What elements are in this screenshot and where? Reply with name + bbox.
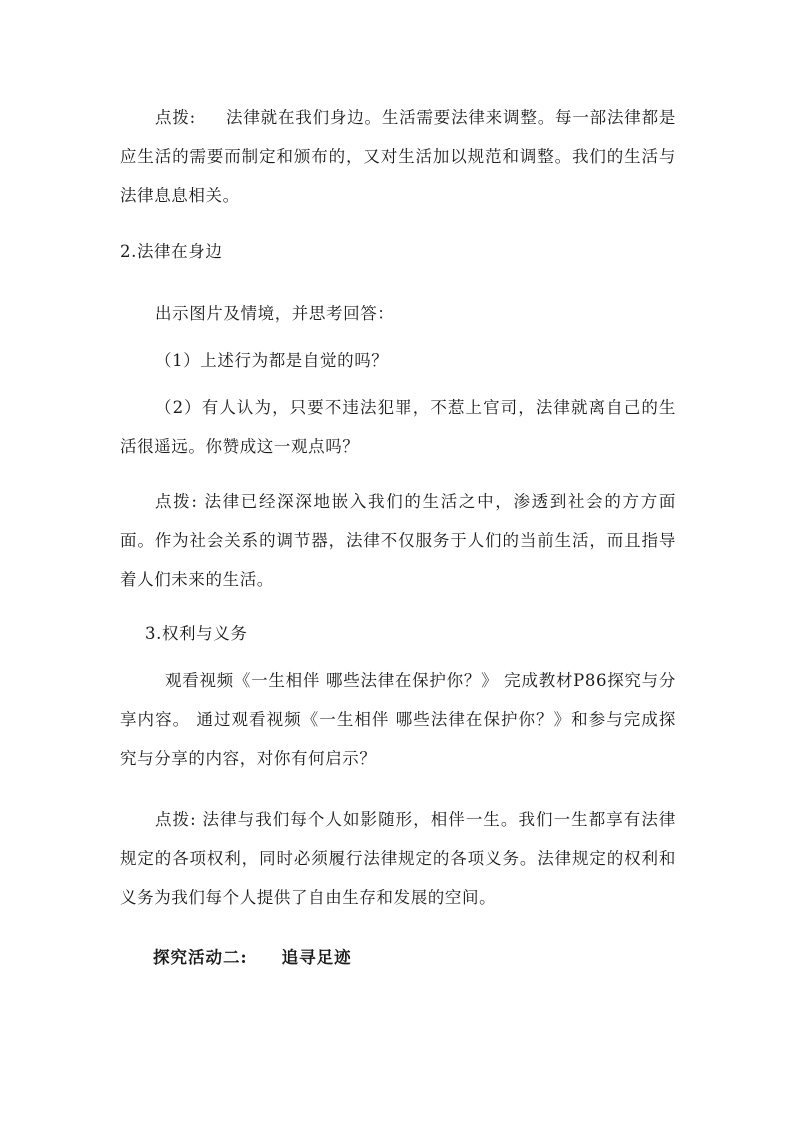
hint-paragraph-2: 点拨: 法律已经深深地嵌入我们的生活之中，渗透到社会的方方面面。作为社会关系的调节器，法律不仅服务于人们的当前生活，而且指导着人们未来的生活。 [120,492,676,589]
hint-paragraph-3: 点拨: 法律与我们每个人如影随形，相伴一生。我们一生都享有法律规定的各项权利，同时必须履行法律规定的各项义务。法律规定的权利和义务为我们每个人提供了自由生存和发展的空间。 [120,810,676,907]
hint-text: 法律就在我们身边。生活需要法律来调整。每一部法律都是应生活的需要而制定和颁布的，又对生活加以规范和调整。我们的生活与法律息息相关。 [120,108,676,205]
activity-label: 探究活动二: [153,948,248,967]
section-heading-rights-duties: 3.权利与义务 [145,624,248,643]
question-2: （2）有人认为，只要不违法犯罪，不惹上官司，法律就离自己的生活很遥远。你赞成这一观点吗？ [120,398,676,456]
task-paragraph: 观看视频《一生相伴 哪些法律在保护你？》 完成教材P86探究与分享内容。 通过观看视频《一生相伴 哪些法律在保护你？》和参与完成探究与分享的内容，对你有何启示？ [120,671,676,768]
question-1: （1）上述行为都是自觉的吗？ [155,351,389,370]
section-heading-law-around-us: 2.法律在身边 [120,242,223,261]
activity-heading [153,938,352,977]
activity-title: 追寻足迹 [281,948,352,967]
intro-paragraph: 出示图片及情境，并思考回答： [155,304,395,323]
hint-paragraph-1 [120,98,676,215]
hint-label: 点拨: [155,108,196,127]
